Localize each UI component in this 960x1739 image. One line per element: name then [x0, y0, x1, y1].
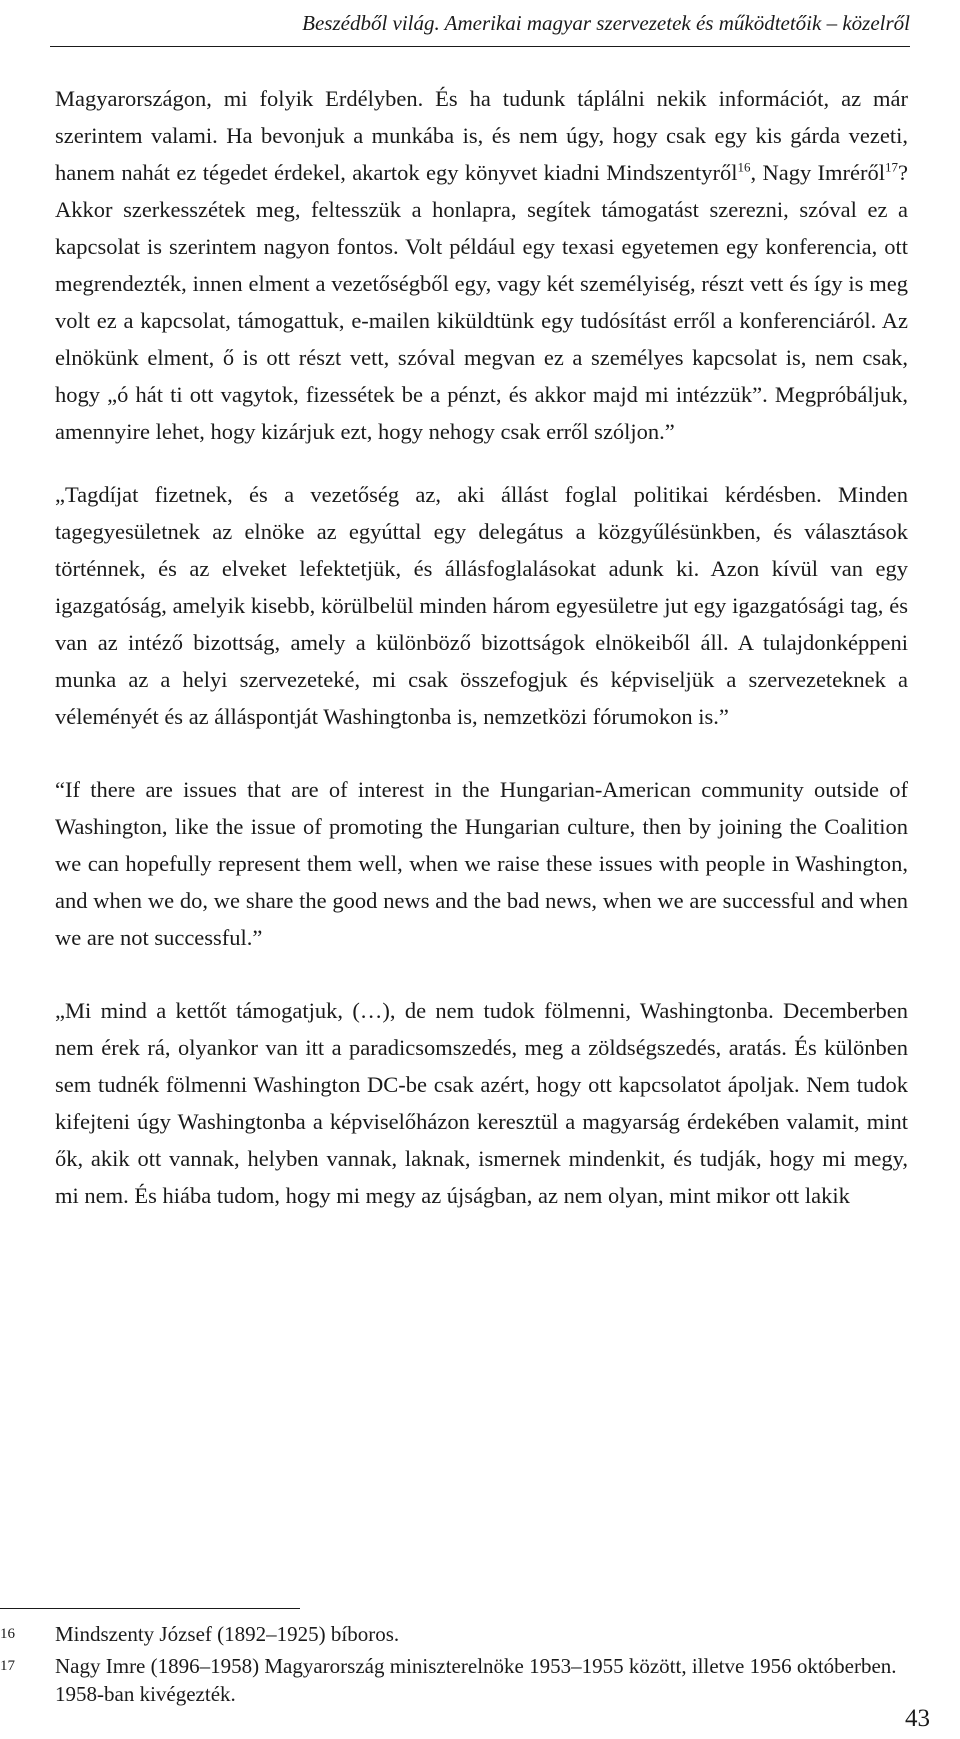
footnote-ref-17[interactable]: 17 [885, 159, 899, 175]
paragraph-2: „Tagdíjat fizetnek, és a vezetőség az, aki állást foglal politikai kérdésben. Minden tagegyesületnek az elnöke az egyúttal egy delegátus a közgyűlésünkben, és választások történnek, és az elveket lefektetjük, és állásfoglalásokat adunk ki. Azon kívül van egy igazgatóság, amelyik kisebb, körülbelül minden három egyesületre jut egy igazgatósági tag, és van az intéző bizottság, amely a különböző bizottságok elnökeiből áll. A tulajdonképpeni munka az a helyi szervezeteké, mi csak összefogjuk és képviseljük a szervezeteknek a véleményét és az álláspontját Washingtonba is, nemzetközi fórumokon is.” [55, 482, 908, 729]
paragraph-3-english-quote: “If there are issues that are of interest in the Hungarian-American community outside of Washington, like the issue of promoting the Hungarian culture, then by joining the Coalition we can hopefully represent them well, when we raise these issues with people in Washington, and when we do, we share the good news and the bad news, when we are successful and when we are not successful.” [55, 777, 908, 950]
page-number: 43 [905, 1705, 930, 1732]
footnote-ref-16[interactable]: 16 [737, 159, 751, 175]
footnote-text: Mindszenty József (1892–1925) bíboros. [55, 1622, 400, 1646]
footnotes [0, 1620, 908, 1712]
footnote-divider [0, 1608, 300, 1609]
footnote-number: 17 [0, 1658, 15, 1674]
footnote-17 [0, 1652, 908, 1708]
paragraph-4: „Mi mind a kettőt támogatjuk, (…), de nem tudok fölmenni, Washingtonba. Decemberben nem érek rá, olyankor van itt a paradicsomszedés, meg a zöldségszedés, aratás. És különben sem tudnék fölmenni Washington DC-be csak azért, hogy ott kapcsolatot ápoljak. Nem tudok kifejteni úgy Washingtonba a képviselőházon keresztül a magyarság érdekében valamit, mint ők, akik ott vannak, helyben vannak, laknak, ismernek mindenkit, és tudják, hogy mi megy, mi nem. És hiába tudom, hogy mi megy az újságban, az nem olyan, mint mikor ott lakik [55, 998, 908, 1208]
paragraph-1: Magyarországon, mi folyik Erdélyben. És ha tudunk táplálni nekik információt, az már szerintem valami. Ha bevonjuk a munkába is, és nem úgy, hogy csak egy kis gárda vezeti, hanem nahát ez tégedet érdekel, akartok egy könyvet kiadni Mindszentyről$^{16}$, Nagy Imréről$^{17}$? Akkor szerkesszétek meg, feltesszük a honlapra, segítek támogatást szerezni, szóval ez a kapcsolat is szerintem nagyon fontos. Volt például egy texasi egyetemen egy konferencia, ott megrendezték, innen elment a vezetőségből egy, vagy két személyiség, részt vett és így is meg volt ez a kapcsolat, támogattuk, e-mailen kiküldtünk egy tudósítást erről a konferenciáról. Az elnökünk elment, ő is ott részt vett, szóval megvan ez a személyes kapcsolat is, nem csak, hogy „ó hát ti ott vagytok, fizessétek be a pénzt, és akkor majd mi intézzük”. Megpróbáljuk, amennyire lehet, hogy kizárjuk ezt, hogy nehogy csak erről szóljon.” [55, 86, 909, 444]
main-text [55, 80, 908, 1240]
running-header [50, 8, 910, 47]
footnote-number: 16 [0, 1626, 15, 1642]
running-title: Beszédből világ. Amerikai magyar szervezetek és működtetőik – közelről [302, 11, 910, 35]
footnote-text: Nagy Imre (1896–1958) Magyarország miniszterelnöke 1953–1955 között, illetve 1956 októberben. 1958-ban kivégezték. [55, 1654, 897, 1706]
footnote-16 [0, 1620, 908, 1648]
